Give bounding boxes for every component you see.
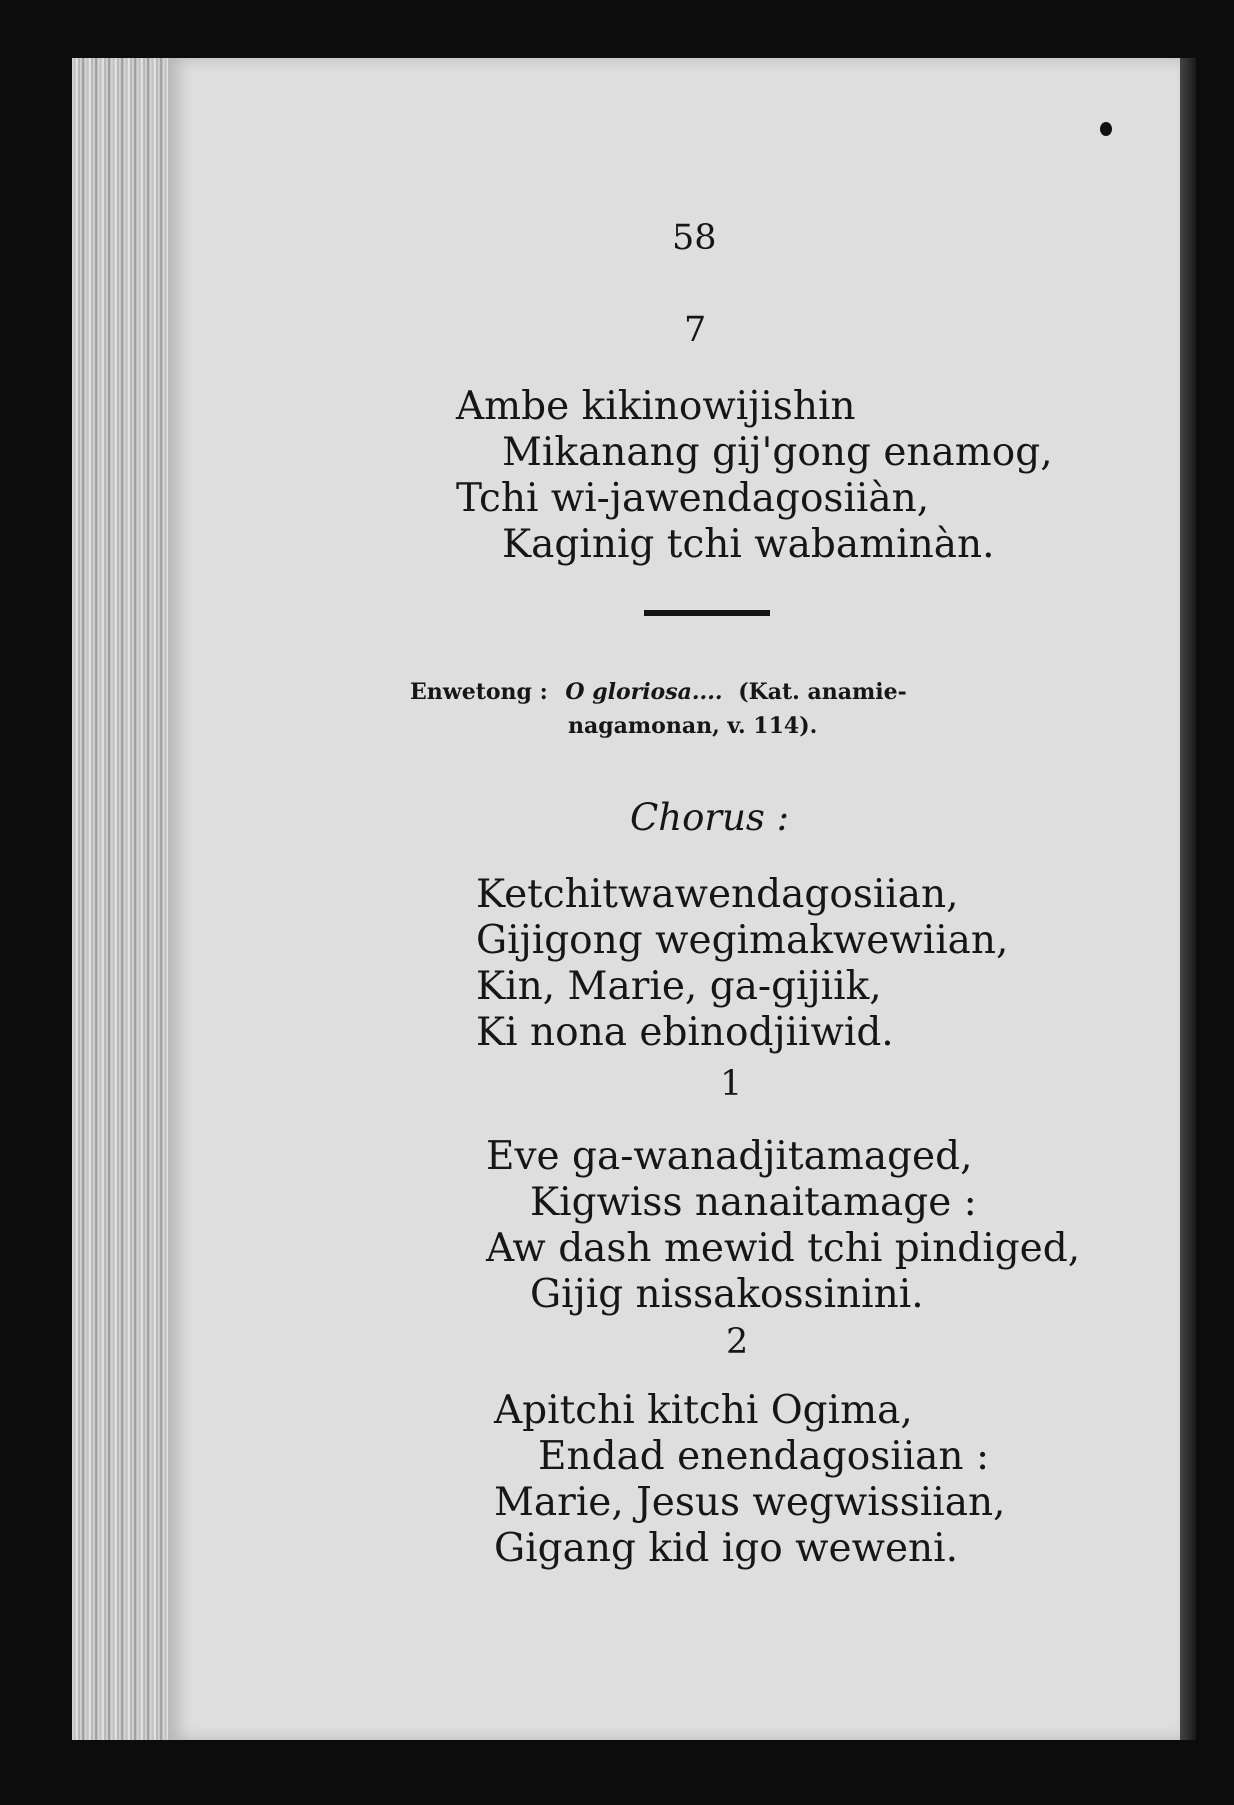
- tune-label: Enwetong :: [410, 679, 548, 705]
- verse-line: Endad enendagosiian :: [538, 1434, 990, 1479]
- page-number: 58: [672, 218, 717, 258]
- tune-reference: (Kat. anamie-: [738, 679, 907, 705]
- chorus-heading: Chorus :: [630, 796, 790, 839]
- verse-line: Ki nona ebinodjiiwid.: [476, 1010, 894, 1055]
- stanza-number: 1: [720, 1064, 743, 1104]
- chorus-verse: [476, 872, 1008, 1056]
- stanza-1: [486, 1134, 1080, 1318]
- verse-line: Gijigong wegimakwewiian,: [476, 918, 1009, 963]
- verse-line: Tchi wi-jawendagosiiàn,: [456, 476, 930, 521]
- verse-7: [456, 384, 1053, 568]
- verse-line: Gigang kid igo weweni.: [494, 1526, 959, 1571]
- verse-line: Eve ga-wanadjitamaged,: [486, 1134, 973, 1179]
- verse-line: Kigwiss nanaitamage :: [530, 1180, 977, 1225]
- verse-line: Kin, Marie, ga-gijiik,: [476, 964, 882, 1009]
- tune-note: [410, 674, 907, 710]
- ink-spot: [1100, 122, 1112, 136]
- section-number: 7: [684, 310, 707, 350]
- verse-line: Ambe kikinowijishin: [456, 384, 856, 429]
- tune-name: O gloriosa....: [565, 679, 723, 705]
- verse-line: Ketchitwawendagosiian,: [476, 872, 959, 917]
- page-right-edge: [1180, 58, 1196, 1740]
- stanza-number: 2: [726, 1322, 749, 1362]
- verse-line: Aw dash mewid tchi pindiged,: [486, 1226, 1081, 1271]
- verse-line: Apitchi kitchi Ogima,: [494, 1388, 913, 1433]
- verse-line: Kaginig tchi wabaminàn.: [502, 522, 995, 567]
- verse-line: Gijig nissakossinini.: [530, 1272, 924, 1317]
- tune-reference-cont: nagamonan, v. 114).: [568, 713, 818, 739]
- section-divider: [644, 610, 770, 616]
- stanza-2: [494, 1388, 1005, 1572]
- verse-line: Mikanang gij'gong enamog,: [502, 430, 1053, 475]
- verse-line: Marie, Jesus wegwissiian,: [494, 1480, 1006, 1525]
- book-spine-edge: [72, 58, 180, 1740]
